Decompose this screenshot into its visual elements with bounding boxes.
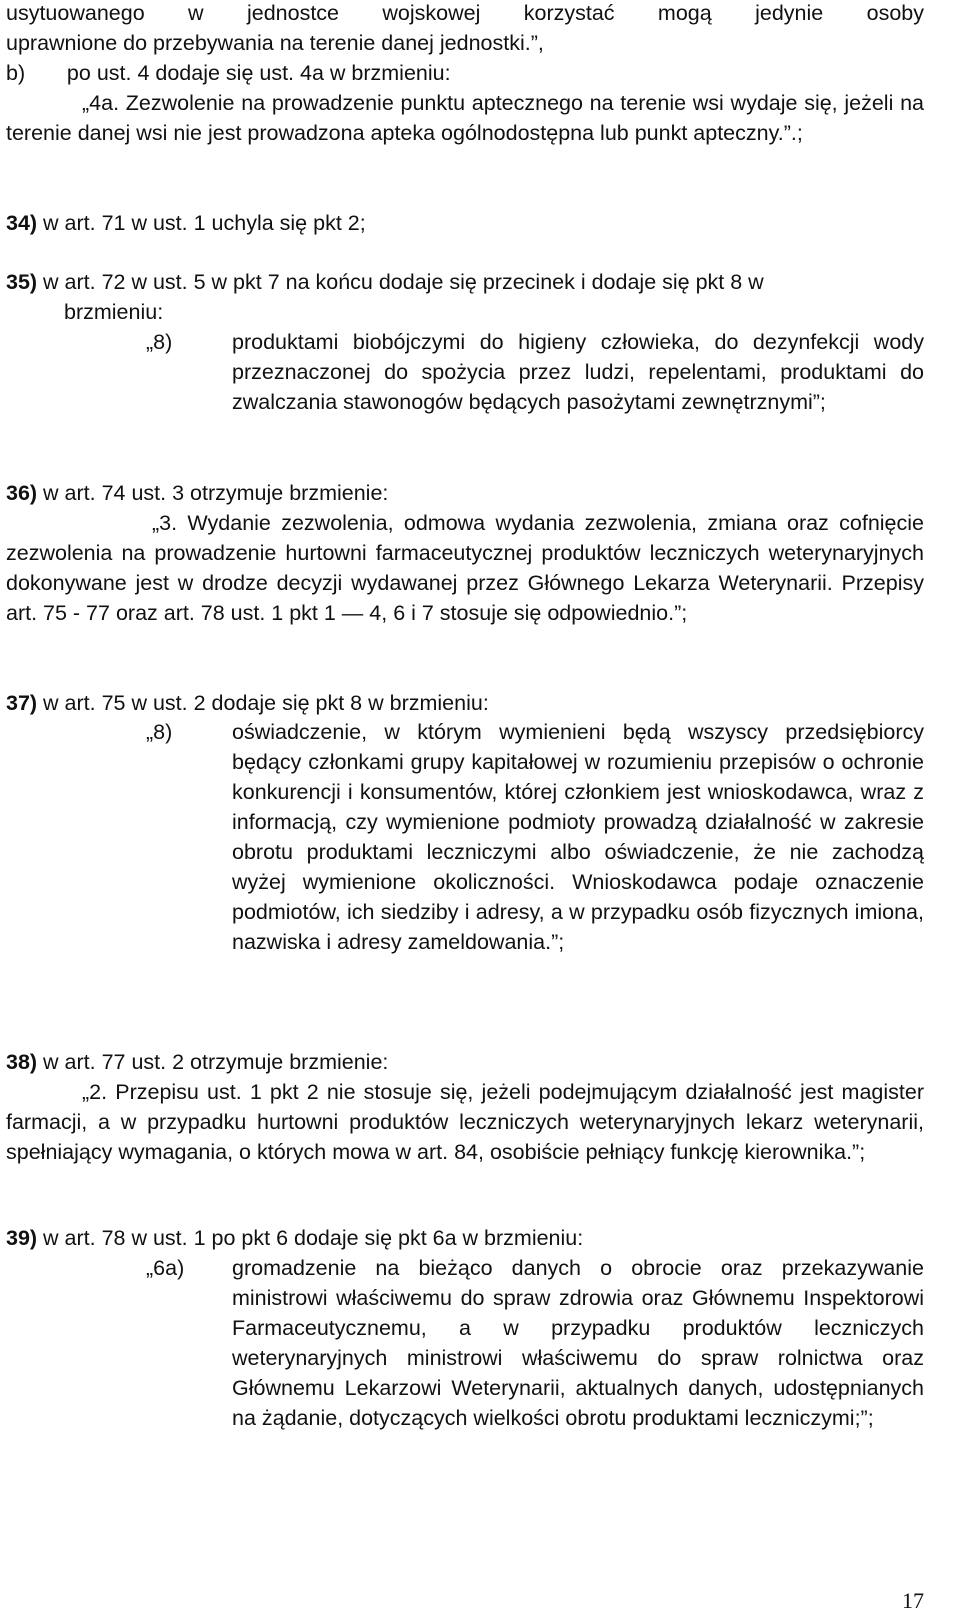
page-number: 17 [902, 1588, 924, 1613]
paragraph-text: „4a. Zezwolenie na prowadzenie punktu aptecznego na terenie wsi wydaje się, jeżeli na terenie danej wsi nie jest prowadzona apteka ogólnodostępna lub punkt apteczny.”.; [6, 91, 924, 145]
paragraph-text: „2. Przepisu ust. 1 pkt 2 nie stosuje się, jeżeli podejmującym działalność jest magister farmacji, a w przypadku hurtowni produktów leczniczych weterynaryjnych lekarz weterynarii, spełniający wymagania, o których mowa w art. 84, osobiście pełniący funkcję kierownika.”; [6, 1080, 924, 1164]
list-item-38 [6, 1047, 924, 1077]
item-number: 37) [6, 691, 38, 715]
text-line: uprawnione do przebywania na terenie danej jednostki.”, [6, 31, 544, 55]
paragraph-2 [6, 1077, 924, 1167]
item-text: w art. 72 w ust. 5 w pkt 7 na końcu dodaje się przecinek i dodaje się pkt 8 w [37, 270, 764, 294]
item-number: 38) [6, 1050, 38, 1074]
list-item-37 [6, 688, 924, 718]
item-number: 39) [6, 1226, 38, 1250]
sub-point-6a [0, 1253, 924, 1493]
item-text-continuation: brzmieniu: [64, 300, 164, 324]
sub-point-8-biocides [0, 327, 924, 449]
paragraph-4a [6, 88, 924, 148]
item-number: 34) [6, 211, 38, 235]
item-text: w art. 75 w ust. 2 dodaje się pkt 8 w brzmieniu: [37, 691, 489, 715]
text-line: usytuowanego w jednostce wojskowej korzystać mogą jedynie osoby [6, 1, 924, 25]
item-text: w art. 77 ust. 2 otrzymuje brzmienie: [37, 1050, 389, 1074]
paragraph-text: „3. Wydanie zezwolenia, odmowa wydania zezwolenia, zmiana oraz cofnięcie zezwolenia na prowadzenie hurtowni farmaceutycznej produktów leczniczych weterynaryjnych dokonywane jest w drodze decyzji wydawanej przez Głównego Lekarza Weterynarii. Przepisy art. 75 - 77 oraz art. 78 ust. 1 pkt 1 — 4, 6 i 7 stosuje się odpowiednio.”; [6, 511, 924, 625]
sub-point-label: „8) [146, 330, 173, 354]
continuation-paragraph [6, 0, 924, 88]
sub-point-text: produktami biobójczymi do higieny człowieka, do dezynfekcji wody przeznaczonej do spożycia przez ludzi, repelentami, produktami do zwalczania stawonogów będących pasożytami zewnętrznymi”; [232, 330, 924, 414]
list-item-39 [6, 1223, 924, 1253]
text-line: b) po ust. 4 dodaje się ust. 4a w brzmieniu: [6, 61, 451, 85]
sub-point-label: „6a) [146, 1256, 185, 1280]
paragraph-3 [6, 508, 924, 628]
sub-point-8-statement [0, 717, 924, 1017]
item-number: 36) [6, 481, 38, 505]
sub-point-label: „8) [146, 720, 173, 744]
item-text: w art. 74 ust. 3 otrzymuje brzmienie: [37, 481, 389, 505]
sub-point-text: oświadczenie, w którym wymienieni będą wszyscy przedsiębiorcy będący członkami grupy kapitałowej w rozumieniu przepisów o ochronie konkurencji i konsumentów, której członkiem jest wnioskodawca, wraz z informacją, czy wymienione podmioty prowadzą działalność w zakresie obrotu produktami leczniczymi albo oświadczenie, że nie zachodzą wyżej wymienione okoliczności. Wnioskodawca podaje oznaczenie podmiotów, ich siedziby i adresy, a w przypadku osób fizycznych imiona, nazwiska i adresy zameldowania.”; [232, 720, 924, 954]
item-text: w art. 78 w ust. 1 po pkt 6 dodaje się pkt 6a w brzmieniu: [37, 1226, 584, 1250]
list-item-35 [6, 267, 924, 327]
list-item-34 [6, 208, 924, 238]
sub-point-text: gromadzenie na bieżąco danych o obrocie oraz przekazywanie ministrowi właściwemu do spraw zdrowia oraz Głównemu Inspektorowi Farmaceutycznemu, a w przypadku produktów leczniczych weterynaryjnych ministrowi właściwemu do spraw rolnictwa oraz Głównemu Lekarzowi Weterynarii, aktualnych danych, udostępnianych na żądanie, dotyczących wielkości obrotu produktami leczniczymi;”; [232, 1256, 924, 1430]
item-text: w art. 71 w ust. 1 uchyla się pkt 2; [37, 211, 366, 235]
list-item-36 [6, 478, 924, 508]
item-number: 35) [6, 270, 38, 294]
